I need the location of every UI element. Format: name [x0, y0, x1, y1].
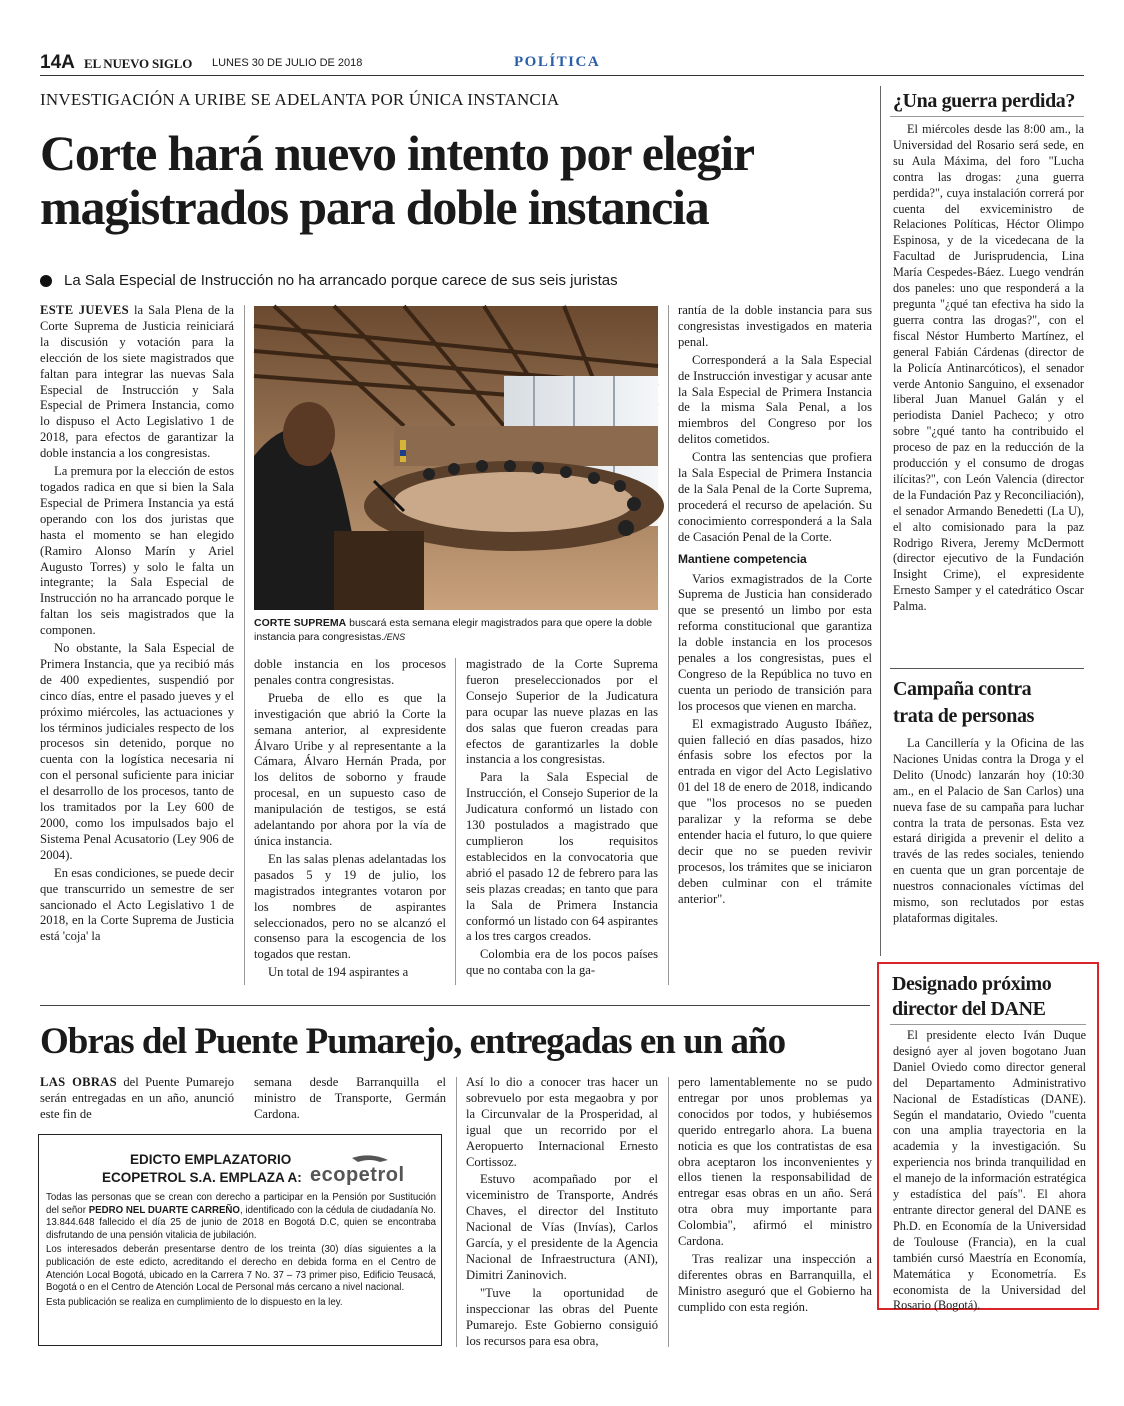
- sidebar-text-3: [893, 1028, 1086, 1313]
- lead-text: la Sala Plena de la Corte Suprema de Justicia reiniciará la discusión y votación para la elección de los siete magistrados que faltan para integrar las nuevas Sala Especial de Instrucción y Sala Especial de Primera Instancia, como lo dispuso el Acto Legislativo 1 de 2018, para efectos de garantizar la doble instancia a los congresistas.: [40, 303, 234, 461]
- notice-body: [46, 1192, 436, 1309]
- paragraph: En las salas plenas adelantadas los pasados 5 y 19 de julio, los magistrados integrantes votaron por los nombres de aspirantes seleccionados, pero no se alcanzó el consenso para la escogencia de los togados que restan.: [254, 851, 446, 962]
- paragraph: El exmagistrado Augusto Ibáñez, quien falleció en días pasados, hizo énfasis sobre los efectos por la entrada en vigor del Acto Legislativo 01 del 18 de enero de 2018, indicando que "los procesos no se pueden paralizar y la reforma se debe entender hacia el futuro, lo que quiere decir que no se pueden revivir procesos, los trámites que se iniciaron deben culminar con el trámite anterior".: [678, 716, 872, 906]
- column-rule: [668, 305, 669, 985]
- notice-title-1: EDICTO EMPLAZATORIO: [130, 1152, 292, 1167]
- second-col-2: [254, 1075, 446, 1135]
- paragraph: pero lamentablemente no se pudo entregar por unos problemas ya conocidos por todos, y hubiésemos querido entregarlo ahora. La buena noticia es que los contratistas de esa obra aceptaron los inconvenientes y ellos tienen la responsabilidad de entregar esas obras en un año. Será otra obra muy importante para Colombia", afirmó el ministro Cardona.: [678, 1075, 872, 1249]
- sidebar-rule: [890, 116, 1084, 117]
- paragraph: rantía de la doble instancia para sus congresistas investigados en materia penal.: [678, 303, 872, 349]
- column-rule: [456, 1077, 457, 1347]
- paragraph: El miércoles desde las 8:00 am., la Universidad del Rosario será sede, en su Aula Máxima, del foro "Lucha contra las drogas: ¿una guerra perdida?", cuya instalación correrá por cuenta del exviceministro de Relaciones Políticas, Héctor Olimpo Espinosa, y de la vicedecana de la Facultad de Jurisprudencia, Lina María Cespedes-Báez. Luego vendrán dos paneles: uno que responderá a la pregunta "¿qué tan efectiva ha sido la guerra contra las drogas?", con el fiscal Néstor Humberto Martínez, el general Fabián Cárdenas (director de la Policía Antinarcóticos), el senador verde Antonio Sanguino, el exsenador liberal Juan Manuel Galán y el periodista Daniel Pacheco; y otro sobre "¿qué tanto ha contribuido el proceso de paz en la reducción de la producción y el consumo de drogas ilícitas?", con León Valencia (director de la Fundación Paz y Reconciliación), el senador Armando Benedetti (La U), el alto comisionado para la paz Rodrigo Rivera, Jeremy McDermott (director ejecutivo de la Fundación Insight Crime), el expresidente Ernesto Samper y el catedrático Oscar Palma.: [893, 122, 1084, 614]
- page-date: LUNES 30 DE JULIO DE 2018: [212, 57, 363, 69]
- sidebar-rule: [890, 1024, 1086, 1025]
- subheading: Mantiene competencia: [678, 551, 807, 566]
- paragraph: semana desde Barranquilla el ministro de Transporte, Germán Cardona.: [254, 1075, 446, 1121]
- lead-kicker: ESTE JUEVES: [40, 303, 129, 317]
- paragraph: Un total de 194 aspirantes a: [268, 965, 409, 980]
- column-rule: [668, 1077, 669, 1347]
- paragraph: Para la Sala Especial de Instrucción, el Consejo Superior de la Judicatura conformó un listado con 130 postulados a magistrado que cumplieron los requisitos establecidos en la convocatoria que abrió el pasado 12 de febrero para las seis plazas creadas; en tanto que para la Sala de Primera Instancia conformó un listado con 64 aspirantes a los tres cargos creados.: [466, 770, 659, 944]
- kicker: INVESTIGACIÓN A URIBE SE ADELANTA POR ÚNICA INSTANCIA: [40, 90, 560, 109]
- court-photo: [254, 306, 658, 610]
- paragraph: La Cancillería y la Oficina de las Naciones Unidas contra la Droga y el Delito (Unodc) lanzarán hoy (10:30 am., en el Palacio de San Carlos) una nueva fase de su campaña para luchar contra la trata de personas. Esta vez estará dirigida a prevenir el delito a través de las redes sociales, teniendo en cuenta que un gran porcentaje de nuestros connacionales víctimas del mismo, son reclutados por estas plataformas digitales.: [893, 736, 1084, 925]
- notice-name: PEDRO NEL DUARTE CARREÑO: [88, 1204, 240, 1216]
- paragraph: Colombia era de los pocos países que no contaba con la ga-: [466, 947, 658, 978]
- paragraph: La premura por la elección de estos togados radica en que si bien la Sala Especial de Primera Instancia ya está operando con los dos juristas que hasta el momento se han elegido (Ramiro Alonso Marín y Ariel Augusto Torres) y solo le falta un integrante; la Sala Especial de Instrucción no ha arrancado porque le faltan los seis magistrados que la componen.: [40, 464, 234, 638]
- photo-credit: /ENS: [384, 632, 406, 642]
- paragraph: No obstante, la Sala Especial de Primera Instancia, que ya recibió más de 400 expedientes, suspendió por cinco días, entre el pasado jueves y el próximo miércoles, las actuaciones y los términos judiciales respecto de los procesos sin detenido, porque no cuenta con la logística necesaria ni con el personal suficiente para iniciar el desarrollo de los procesos, tanto de los tramitados por la Ley 600 de 2000, como los impulsados bajo el Sistema Penal Acusatorio (Ley 906 de 2004).: [40, 641, 234, 862]
- paragraph: "Tuve la oportunidad de inspeccionar las obras del Puente Pumarejo. Este Gobierno consiguió los recursos para esa obra,: [466, 1285, 658, 1348]
- header-rule: [40, 75, 1084, 76]
- main-col-2: [254, 657, 446, 985]
- paragraph: El presidente electo Iván Duque designó ayer al joven bogotano Juan Daniel Oviedo como director general del Departamento Administrativo Nacional de Estadísticas (DANE). Según el mandatario, Oviedo "cuenta con una amplia trayectoria en la academia y la investigación. Su experiencia nos brinda tranquilidad en el manejo de la información estratégica y estadística del país". El ahora entrante director general del DANE es Ph.D. en Economía de la Universidad de Toulouse (Francia), en la cual también cursó Maestría en Economía, Matemática y Econometría. Es economista de la Universidad del Rosario (Bogotá).: [893, 1028, 1086, 1313]
- second-col-1: [40, 1075, 234, 1135]
- page-number: 14A: [40, 52, 75, 73]
- notice-text: , identificado con la cédula de ciudadanía No. 13.844.648 fallecido el día 25 de junio de 2018 en Bogotá D.C, quien se encontraba disfrutando de una pensión vitalicia de jubilación.: [46, 1204, 436, 1241]
- caption-text: buscará esta semana elegir magistrados para que opere la doble instancia para congresistas.: [254, 617, 653, 643]
- notice-text: Todas las personas que se crean con derecho a participar en la Pensión por Sustitución del señor: [46, 1192, 436, 1216]
- paragraph: Tras realizar una inspección a diferentes obras en Barranquilla, el Ministro aseguró que el Gobierno ha cumplido con esta región.: [678, 1251, 872, 1314]
- sidebar-text-2: [893, 736, 1084, 958]
- deck-text: La Sala Especial de Instrucción no ha arrancado porque carece de sus seis juristas: [64, 272, 618, 289]
- column-rule: [244, 305, 245, 985]
- caption-label: CORTE SUPREMA: [254, 617, 347, 629]
- second-col-4: [678, 1075, 872, 1355]
- notice-text: Esta publicación se realiza en cumplimiento de lo dispuesto en la ley.: [46, 1296, 343, 1308]
- bullet-icon: [40, 275, 52, 287]
- section-name: POLÍTICA: [514, 54, 601, 70]
- sidebar-title-3: Designado próximo director del DANE: [892, 973, 1052, 1020]
- paper-name: EL NUEVO SIGLO: [84, 56, 193, 71]
- paragraph: Corresponderá a la Sala Especial de Instrucción investigar y acusar ante la Sala Especial de Primera Instancia de la misma Sala Penal, a los miembros del Congreso por los delitos cometidos.: [678, 352, 872, 447]
- story-divider: [40, 1005, 870, 1006]
- paragraph: Así lo dio a conocer tras hacer un sobrevuelo por esta megaobra y por la Circunvalar de la Prosperidad, al igual que un recorrido por el Aeropuerto Internacional Ernesto Cortissoz.: [466, 1075, 658, 1169]
- paragraph: magistrado de la Corte Suprema fueron preseleccionados por el Consejo Superior de la Judicatura para ocupar las nueve plazas en las dos salas que fueron creadas para efectos de garantizarles la doble instancia a los congresistas.: [466, 657, 658, 767]
- notice-text: Los interesados deberán presentarse dentro de los treinta (30) días siguientes a la publicación de este edicto, acreditando el derecho en debida forma en el Centro de Atención Local Bogotá, ubicado en la Carrera 7 No. 37 – 73 primer piso, Edificio Teusacá, Bogotá o en el Centro de Atención Local de Personal más cercano a nivel nacional.: [46, 1244, 436, 1294]
- sidebar-title-2: Campaña contra trata de personas: [893, 678, 1034, 727]
- sidebar-text-1: [893, 122, 1084, 662]
- logo-text: ecopetrol: [310, 1164, 405, 1186]
- sidebar-title-1: ¿Una guerra perdida?: [893, 90, 1076, 112]
- second-col-3: [466, 1075, 658, 1355]
- sidebar-rule: [890, 668, 1084, 669]
- main-col-3: [466, 657, 658, 985]
- notice-title-2: ECOPETROL S.A. EMPLAZA A:: [102, 1170, 302, 1185]
- ecopetrol-logo: [300, 1152, 432, 1192]
- paragraph: Varios exmagistrados de la Corte Suprema de Justicia han considerado que se presentó un limbo por esta reforma constitucional que garantiza la doble instancia en los procesos penales a los congresistas, pues el Congreso de la República no tuvo en cuenta un periodo de transición para los procesos que vienen en marcha.: [678, 571, 872, 713]
- paragraph: Prueba de ello es que la investigación que abrió la Corte la semana anterior, al expresidente Álvaro Uribe y al representante a la Cámara, Álvaro Hernán Prada, por los delitos de soborno y fraude procesal, en un supuesto caso de manipulación de testigos, se está adelantando por ahora por la vía de única instancia.: [254, 690, 446, 848]
- main-headline: Corte hará nuevo intento por elegir magistrados para doble instancia: [40, 125, 754, 235]
- main-col-4: [678, 303, 872, 985]
- main-col-1: [40, 303, 234, 983]
- photo-caption: [254, 616, 658, 644]
- paragraph: Estuvo acompañado por el viceministro de Transporte, Andrés Chaves, el director del Instituto Nacional de Vías (Invías), Carlos García, y el presidente de la Agencia Nacional de Infraestructura (ANI), Dimitri Zaninovich.: [466, 1172, 658, 1282]
- paragraph: doble instancia en los procesos penales contra congresistas.: [254, 657, 446, 687]
- paragraph: En esas condiciones, se puede decir que transcurrido un semestre de ser sancionado el Acto Legislativo 1 de 2018, en la Corte Suprema de Justicia está 'coja' la: [40, 865, 234, 944]
- lead-text: del Puente Pumarejo serán entregadas en un año, anunció este fin de: [40, 1075, 234, 1121]
- lead-kicker: LAS OBRAS: [40, 1075, 117, 1089]
- second-headline: Obras del Puente Pumarejo, entregadas en un año: [40, 1021, 786, 1062]
- sidebar-rule: [880, 86, 881, 956]
- column-rule: [455, 658, 456, 985]
- iguana-icon: [352, 1155, 388, 1162]
- page-header: [40, 52, 1084, 74]
- paragraph: Contra las sentencias que profiera la Sala Especial de Primera Instancia de la Sala Penal de la Corte Suprema, procederá el recurso de apelación. Su conocimiento corresponderá a la Sala de Casación Penal de la Corte.: [678, 450, 872, 544]
